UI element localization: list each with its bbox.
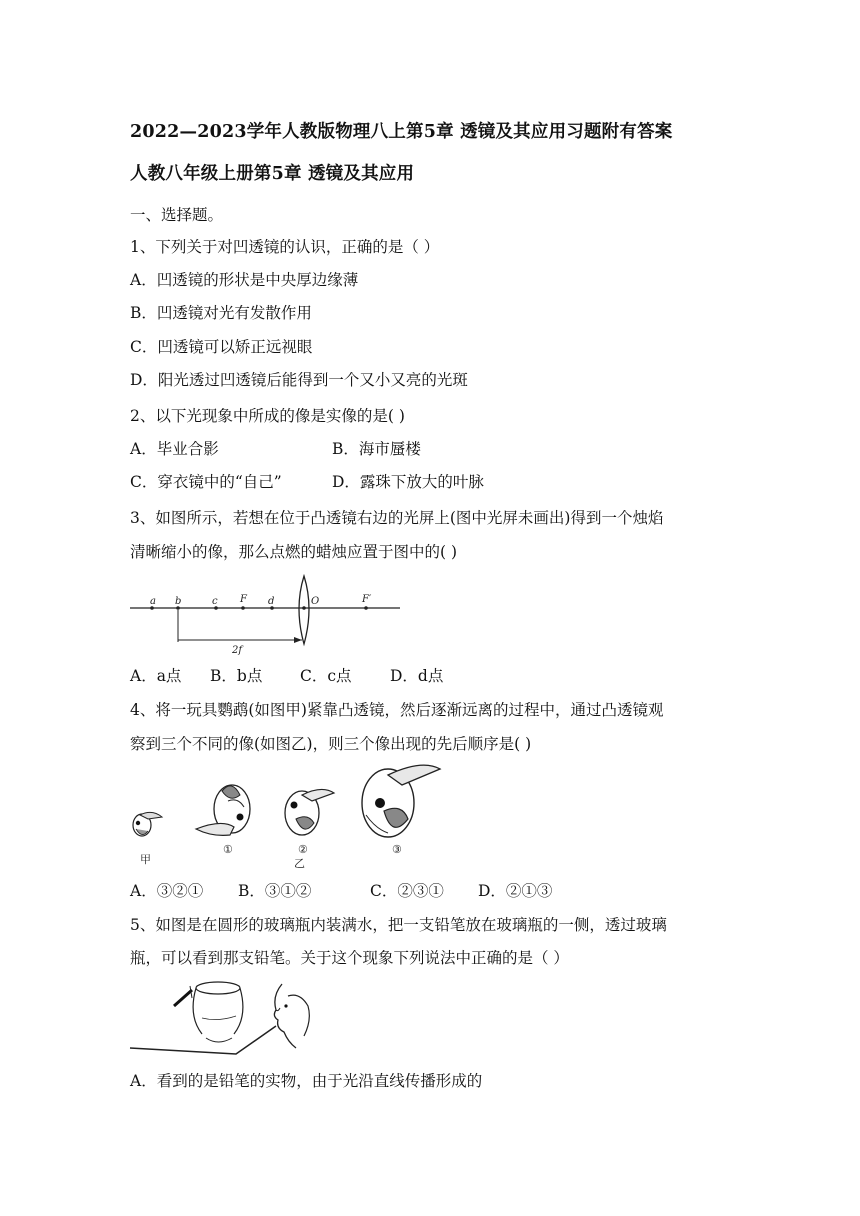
- point-o-dot: [302, 606, 306, 610]
- table-surface: [130, 1026, 276, 1054]
- observer-face-icon: [274, 984, 309, 1048]
- glass-bottle-icon: [193, 982, 243, 1042]
- q4-option-b: B．③①②: [238, 882, 312, 900]
- point-f2-dot: [364, 606, 368, 610]
- label-o: O: [311, 596, 320, 607]
- label-two: ②: [298, 843, 308, 856]
- q2-option-d: D．露珠下放大的叶脉: [332, 473, 484, 491]
- label-three: ③: [392, 843, 402, 856]
- pencil-icon: [174, 986, 192, 1006]
- q1-option-c: C．凹透镜可以矫正远视眼: [130, 338, 313, 356]
- dimension-arrowhead: [294, 637, 302, 643]
- q2-option-b: B．海市蜃楼: [332, 440, 421, 458]
- label-f: F: [240, 594, 247, 605]
- q4-option-d: D．②①③: [478, 882, 553, 900]
- q3-stem-line1: 3、如图所示，若想在位于凸透镜右边的光屏上(图中光屏未画出)得到一个烛焰: [130, 509, 664, 527]
- q3-option-d: D．d点: [390, 667, 444, 685]
- q1-option-a: A．凹透镜的形状是中央厚边缘薄: [130, 271, 359, 289]
- q2-option-c: C．穿衣镜中的“自己”: [130, 473, 282, 491]
- parrot-image-1-icon: [196, 785, 250, 835]
- label-b: b: [175, 596, 182, 607]
- q4-option-a: A．③②①: [130, 882, 204, 900]
- q1-option-d: D．阳光透过凹透镜后能得到一个又小又亮的光斑: [130, 371, 468, 389]
- point-f-dot: [241, 606, 245, 610]
- label-jia: 甲: [140, 853, 151, 866]
- label-2f: 2f: [232, 645, 243, 656]
- parrot-image-3-icon: [362, 765, 440, 837]
- q3-option-b: B．b点: [210, 667, 263, 685]
- convex-lens: [299, 576, 309, 644]
- q1-stem: 1、下列关于对凹透镜的认识，正确的是（ ）: [130, 238, 440, 256]
- q3-option-c: C．c点: [300, 667, 352, 685]
- q5-stem-line2: 瓶，可以看到那支铅笔。关于这个现象下列说法中正确的是（ ）: [130, 949, 569, 967]
- q5-option-a: A．看到的是铅笔的实物，由于光沿直线传播形成的: [130, 1072, 483, 1090]
- q4-parrot-figure: [126, 757, 446, 869]
- q3-option-a: A．a点: [130, 667, 182, 685]
- parrot-jia-icon: [133, 812, 162, 836]
- q4-option-c: C．②③①: [370, 882, 444, 900]
- document-subtitle: 人教八年级上册第5章 透镜及其应用: [130, 164, 415, 184]
- document-title: 2022—2023学年人教版物理八上第5章 透镜及其应用习题附有答案: [130, 122, 673, 142]
- section-heading: 一、选择题。: [130, 206, 224, 224]
- label-d: d: [268, 596, 275, 607]
- q2-option-a: A．毕业合影: [130, 440, 219, 458]
- q5-glass-bottle-figure: [126, 976, 326, 1060]
- q4-stem-line2: 察到三个不同的像(如图乙)，则三个像出现的先后顺序是( ): [130, 735, 532, 753]
- label-yi: 乙: [294, 857, 305, 869]
- q1-option-b: B．凹透镜对光有发散作用: [130, 304, 312, 322]
- q2-stem: 2、以下光现象中所成的像是实像的是( ): [130, 407, 405, 425]
- label-a: a: [150, 596, 156, 607]
- q4-stem-line1: 4、将一玩具鹦鹉(如图甲)紧靠凸透镜，然后逐渐远离的过程中，通过凸透镜观: [130, 701, 664, 719]
- q3-stem-line2: 清晰缩小的像，那么点燃的蜡烛应置于图中的( ): [130, 543, 458, 561]
- q5-stem-line1: 5、如图是在圆形的玻璃瓶内装满水，把一支铅笔放在玻璃瓶的一侧，透过玻璃: [130, 916, 667, 934]
- q3-lens-diagram: [126, 570, 406, 656]
- parrot-image-2-icon: [285, 789, 334, 835]
- label-one: ①: [223, 843, 233, 856]
- label-f2: F′: [362, 594, 372, 605]
- label-c: c: [212, 596, 218, 607]
